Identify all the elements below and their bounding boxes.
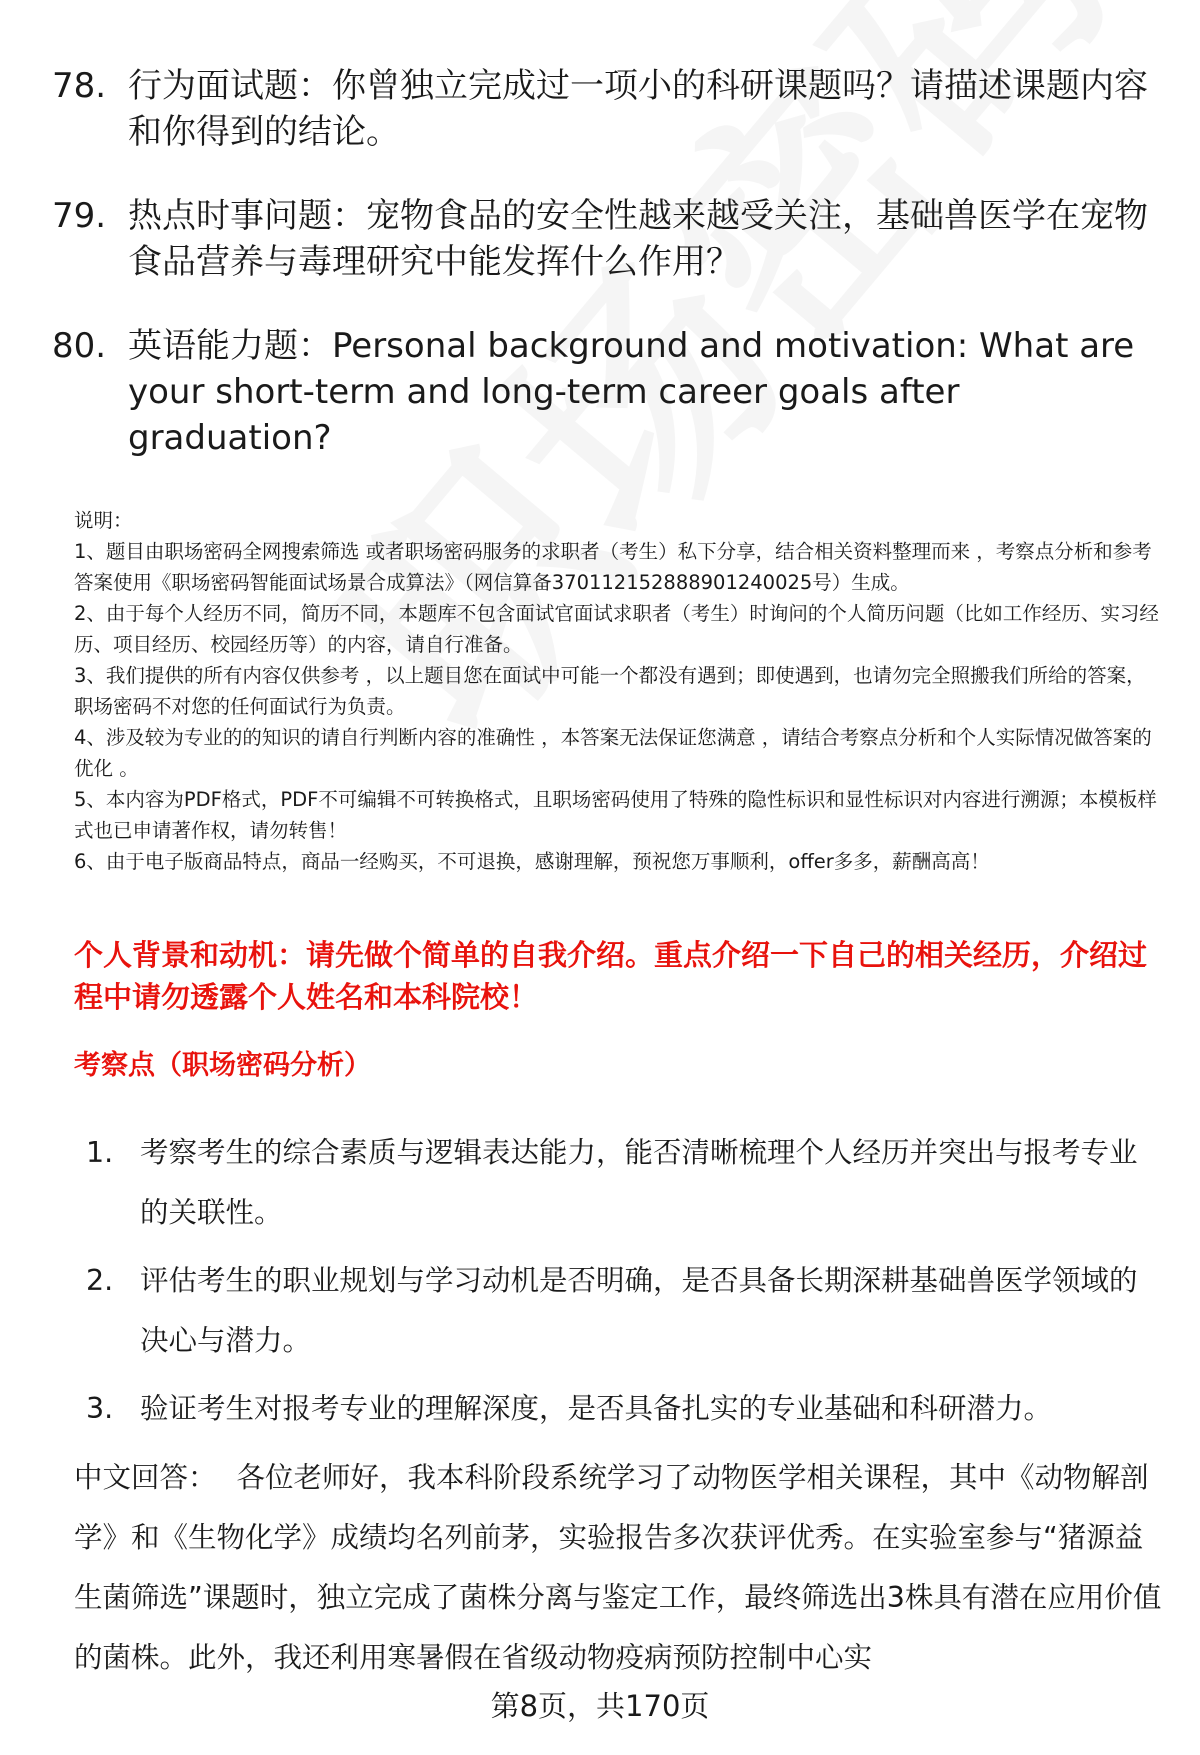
question-number: 79. [52,196,107,236]
question-79 [52,193,1162,285]
intro-question: 个人背景和动机：请先做个简单的自我介绍。重点介绍一下自己的相关经历，介绍过程中请勿透露个人姓名和本科院校！ [74,938,1148,1014]
question-number: 80. [52,326,107,366]
point-item [74,1251,1164,1371]
note-item: 5、本内容为PDF格式，PDF不可编辑不可转换格式，且职场密码使用了特殊的隐性标识和显性标识对内容进行溯源；本模板样式也已申请著作权，请勿转售！ [74,788,1157,842]
question-text: 行为面试题：你曾独立完成过一项小的科研课题吗？请描述课题内容和你得到的结论。 [128,66,1148,152]
points-heading: 考察点（职场密码分析） [74,1050,371,1081]
question-80 [52,323,1162,461]
answer-label: 中文回答： [74,1461,217,1494]
point-item [74,1123,1164,1243]
note-item: 1、题目由职场密码全网搜索筛选 或者职场密码服务的求职者（考生）私下分享，结合相关资料整理而来 ，考察点分析和参考答案使用《职场密码智能面试场景合成算法》（网信算备370112152888901240025号）生成。 [74,540,1152,594]
point-number: 2. [86,1264,114,1297]
point-number: 3. [86,1392,114,1425]
note-item: 2、由于每个人经历不同，简历不同，本题库不包含面试官面试求职者（考生）时询问的个人简历问题（比如工作经历、实习经历、项目经历、校园经历等）的内容，请自行准备。 [74,602,1159,656]
point-text: 评估考生的职业规划与学习动机是否明确，是否具备长期深耕基础兽医学领域的决心与潜力。 [140,1264,1138,1357]
note-item: 3、我们提供的所有内容仅供参考 ，以上题目您在面试中可能一个都没有遇到；即使遇到，也请勿完全照搬我们所给的答案，职场密码不对您的任何面试行为负责。 [74,664,1146,718]
answer-text: 各位老师好，我本科阶段系统学习了动物医学相关课程，其中《动物解剖学》和《生物化学》成绩均名列前茅，实验报告多次获评优秀。在实验室参与“猪源益生菌筛选”课题时，独立完成了菌株分离与鉴定工作，最终筛选出3株具有潜在应用价值的菌株。此外，我还利用寒暑假在省级动物疫病预防控制中心实 [74,1461,1162,1674]
notes-section [74,505,1164,877]
points-list [74,1123,1164,1447]
page-footer: 第8页，共170页 [490,1689,710,1723]
note-item: 4、涉及较为专业的的知识的请自行判断内容的准确性 ，本答案无法保证您满意 ，请结合考察点分析和个人实际情况做答案的优化 。 [74,726,1152,780]
point-text: 验证考生对报考专业的理解深度，是否具备扎实的专业基础和科研潜力。 [140,1392,1053,1425]
question-78 [52,63,1162,155]
question-text: 热点时事问题：宠物食品的安全性越来越受关注，基础兽医学在宠物食品营养与毒理研究中能发挥什么作用？ [128,196,1148,282]
note-item: 6、由于电子版商品特点，商品一经购买，不可退换，感谢理解，预祝您万事顺利，offer多多，薪酬高高！ [74,850,990,873]
notes-heading: 说明： [74,509,133,532]
point-item [74,1379,1164,1439]
point-number: 1. [86,1136,114,1169]
question-text: 英语能力题：Personal background and motivation: What are your short-term and long-term career goals after graduation? [128,326,1135,458]
question-number: 78. [52,66,107,106]
answer-section [74,1448,1164,1688]
point-text: 考察考生的综合素质与逻辑表达能力，能否清晰梳理个人经历并突出与报考专业的关联性。 [140,1136,1138,1229]
